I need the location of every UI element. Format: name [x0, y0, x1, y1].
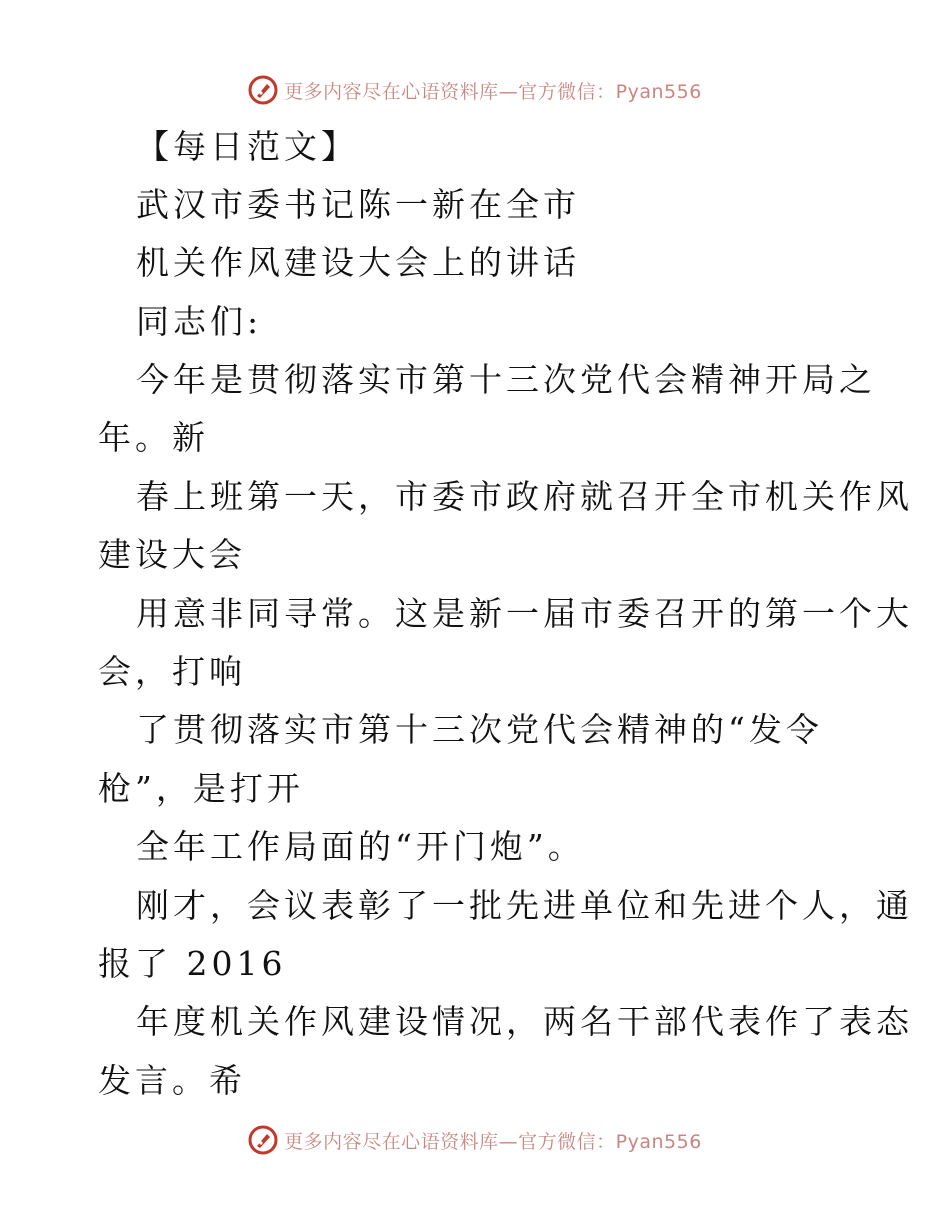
doc-salutation: 同志们: [136, 302, 263, 341]
doc-paragraph-line: 春上班第一天，市委市政府就召开全市机关作风 [136, 477, 913, 516]
doc-paragraph-line: 报了 2016 [98, 944, 287, 983]
doc-paragraph-line: 刚才，会议表彰了一批先进单位和先进个人，通 [136, 886, 913, 925]
doc-title-line-2: 机关作风建设大会上的讲话 [136, 243, 580, 282]
doc-paragraph-line: 年度机关作风建设情况，两名干部代表作了表态 [136, 1002, 913, 1041]
doc-paragraph-line: 会，打响 [98, 652, 246, 691]
doc-paragraph-line: 枪”，是打开 [98, 769, 304, 808]
doc-paragraph-line: 建设大会 [98, 535, 246, 574]
pen-nib-circle-icon [248, 1125, 278, 1155]
footer-banner-text: 更多内容尽在心语资料库—官方微信：Pyan556 [284, 1130, 702, 1153]
footer-banner [0, 1120, 950, 1160]
doc-paragraph-line: 发言。希 [98, 1061, 246, 1100]
doc-paragraph-line: 了贯彻落实市第十三次党代会精神的“发令 [136, 710, 823, 749]
doc-line-label: 【每日范文】 [136, 127, 358, 166]
header-banner-text: 更多内容尽在心语资料库—官方微信：Pyan556 [284, 80, 702, 103]
doc-paragraph-line: 全年工作局面的“开门炮”。 [136, 827, 585, 866]
doc-paragraph-line: 年。新 [98, 418, 209, 457]
doc-paragraph-line: 今年是贯彻落实市第十三次党代会精神开局之 [136, 360, 876, 399]
doc-paragraph-line: 用意非同寻常。这是新一届市委召开的第一个大 [136, 594, 913, 633]
doc-title-line-1: 武汉市委书记陈一新在全市 [136, 185, 580, 224]
